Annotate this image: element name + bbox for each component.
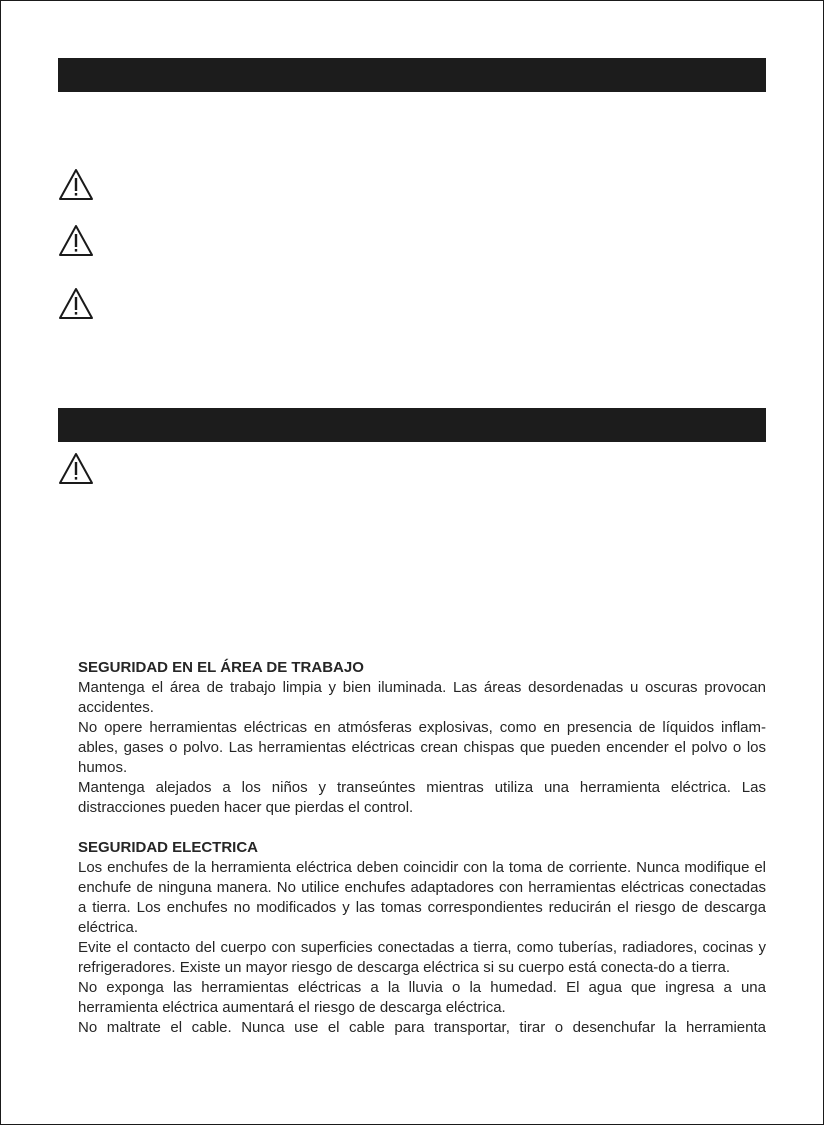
spacer [78,818,766,838]
paragraph: No opere herramientas eléctricas en atmósferas explosivas, como en presencia de líquidos inflam-ables, gases o polvo. Las herramientas eléctricas crean chispas que pueden encender el polvo o los humos. [78,719,766,776]
warning-triangle-icon [58,452,94,486]
section-header-bar-2 [58,408,766,442]
paragraph: Los enchufes de la herramienta eléctrica deben coincidir con la toma de corriente. Nunca modifique el enchufe de ninguna manera. No utilice enchufes adaptadores con herramientas eléctricas conectadas a tierra. Los enchufes no modificados y las tomas correspondientes reducirán el riesgo de descarga eléctrica. [78,859,766,936]
paragraph: Evite el contacto del cuerpo con superficies conectadas a tierra, como tuberías, radiadores, cocinas y refrigeradores. Existe un mayor riesgo de descarga eléctrica si su cuerpo está conecta-do a tierra. [78,939,766,976]
section-header-bar-1 [58,58,766,92]
paragraph: No exponga las herramientas eléctricas a la lluvia o la humedad. El agua que ingresa a una herramienta eléctrica aumentará el riesgo de descarga eléctrica. [78,979,766,1016]
paragraph: Mantenga el área de trabajo limpia y bien iluminada. Las áreas desordenadas u oscuras provocan accidentes. [78,679,766,716]
warning-triangle-icon [58,287,94,321]
safety-instructions [78,658,766,1038]
warning-triangle-icon [58,168,94,202]
warning-triangle-icon [58,224,94,258]
paragraph: No maltrate el cable. Nunca use el cable para transportar, tirar o desenchufar la herramienta [78,1019,766,1036]
section-heading-work-area: SEGURIDAD EN EL ÁREA DE TRABAJO [78,659,364,676]
section-heading-electrical: SEGURIDAD ELECTRICA [78,839,259,856]
paragraph: Mantenga alejados a los niños y transeúntes mientras utiliza una herramienta eléctrica. Las distracciones pueden hacer que pierdas el control. [78,779,766,816]
